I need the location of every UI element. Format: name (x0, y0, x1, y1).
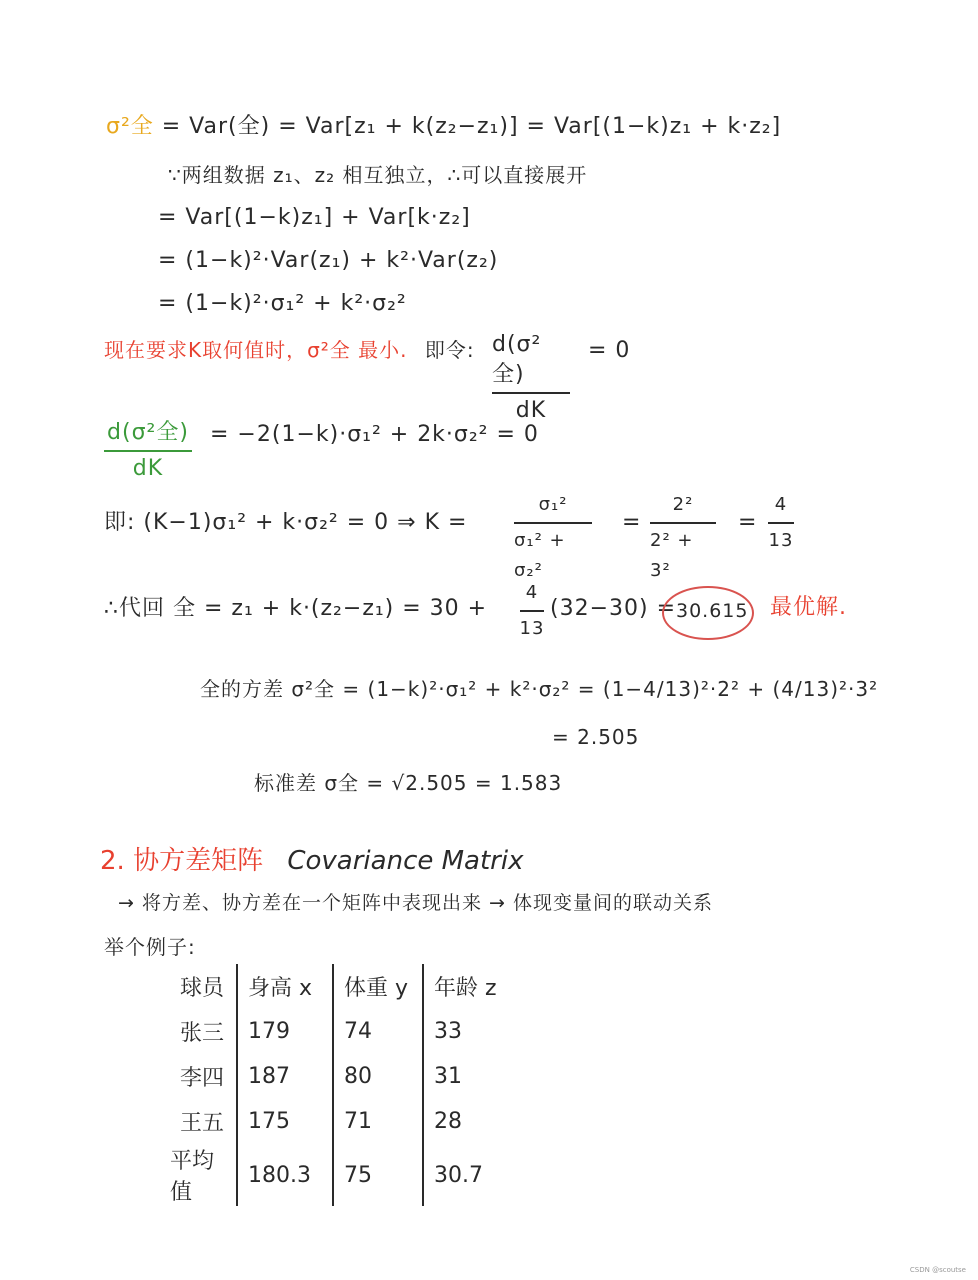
fraction-bar (492, 392, 570, 394)
sigma-total-squared: σ²全 (106, 114, 154, 139)
derivative-eq-zero: = 0 (588, 338, 631, 363)
derivative-fraction-1-num: d(σ²全) (492, 332, 542, 387)
k-fraction-1-den: σ₁² + σ₂² (514, 530, 566, 581)
table-cell: 31 (423, 1054, 514, 1099)
derivative-fraction-1 (492, 330, 570, 426)
std-dev-line: 标准差 σ全 = √2.505 = 1.583 (254, 771, 563, 795)
substitute-fraction-num: 4 (525, 582, 539, 603)
derivative-fraction-2 (104, 418, 192, 484)
k-fraction-2-den: 2² + 3² (650, 530, 694, 581)
table-cell: 李四 (180, 1066, 225, 1091)
table-cell: 75 (333, 1144, 423, 1206)
section-2-heading (100, 844, 523, 878)
table-cell: 71 (333, 1099, 423, 1144)
derivative-expansion: = −2(1−k)·σ₁² + 2k·σ₂² = 0 (210, 422, 539, 447)
substitute-fraction (520, 578, 544, 644)
section-2-title-cn: 协方差矩阵 (133, 846, 264, 876)
covariance-note: → 将方差、协方差在一个矩阵中表现出来 → 体现变量间的联动关系 (118, 892, 713, 914)
substitute-line: ∴代回 全 = z₁ + k·(z₂−z₁) = 30 + (104, 596, 488, 621)
fraction-bar (514, 522, 592, 524)
section-2-title-en: Covariance Matrix (287, 846, 524, 876)
section-2-number: 2. (100, 846, 125, 876)
table-row (170, 1144, 514, 1206)
player-data-table (170, 964, 514, 1206)
table-header: 球员 (180, 976, 225, 1001)
minimize-question-red: 现在要求K取何值时，σ²全 最小. (104, 338, 408, 362)
fraction-bar (768, 522, 794, 524)
k-fraction-2-num: 2² (672, 494, 694, 515)
k-equals-2: = (738, 510, 758, 535)
solve-k-line: 即: (K−1)σ₁² + k·σ₂² = 0 ⇒ K = (104, 510, 468, 535)
substitute-fraction-den: 13 (519, 618, 545, 639)
table-cell: 28 (423, 1099, 514, 1144)
table-row (170, 1054, 514, 1099)
table-header-row (170, 964, 514, 1009)
derivative-fraction-1-den: dK (515, 398, 547, 423)
optimal-label: 最优解. (770, 595, 847, 620)
equation-line-1-text: = Var(全) = Var[z₁ + k(z₂−z₁)] = Var[(1−k)z₁ + k·z₂] (153, 114, 782, 139)
independence-note: ∵两组数据 z₁、z₂ 相互独立，∴可以直接展开 (168, 163, 588, 187)
equation-line-1 (106, 112, 781, 142)
k-fraction-3-den: 13 (768, 530, 794, 551)
fraction-bar (104, 450, 192, 452)
fraction-bar (520, 610, 544, 612)
variance-result: = 2.505 (552, 725, 640, 749)
optimal-result: 30.615 (676, 600, 749, 622)
derivative-fraction-2-den: dK (132, 456, 164, 481)
k-equals-1: = (622, 510, 642, 535)
let-label: 即令: (424, 338, 475, 362)
k-fraction-3-num: 4 (774, 494, 788, 515)
footer-watermark: CSDN @scoutse (909, 1266, 966, 1274)
table-cell: 30.7 (423, 1144, 514, 1206)
table-row (170, 1099, 514, 1144)
table-cell: 179 (237, 1009, 333, 1054)
equation-line-4: = (1−k)²·Var(z₁) + k²·Var(z₂) (158, 248, 499, 273)
fraction-bar (650, 522, 716, 524)
k-fraction-1 (514, 490, 592, 586)
example-label: 举个例子: (104, 935, 196, 959)
equation-line-5: = (1−k)²·σ₁² + k²·σ₂² (158, 291, 407, 316)
table-cell: 187 (237, 1054, 333, 1099)
table-cell: 张三 (180, 1021, 225, 1046)
k-fraction-1-num: σ₁² (538, 494, 568, 515)
k-fraction-3 (768, 490, 794, 556)
table-cell: 80 (333, 1054, 423, 1099)
table-header: 体重 y (333, 964, 423, 1009)
k-fraction-2 (650, 490, 716, 586)
table-cell: 180.3 (237, 1144, 333, 1206)
equation-line-3: = Var[(1−k)z₁] + Var[k·z₂] (158, 205, 471, 230)
substitute-line-rest: (32−30) = (550, 596, 677, 621)
minimize-question (104, 335, 475, 365)
derivative-fraction-2-num: d(σ²全) (107, 420, 189, 445)
table-cell: 175 (237, 1099, 333, 1144)
variance-line: 全的方差 σ²全 = (1−k)²·σ₁² + k²·σ₂² = (1−4/13)²·2² + (4/13)²·3² (200, 677, 879, 701)
table-row (170, 1009, 514, 1054)
table-cell: 74 (333, 1009, 423, 1054)
table-header: 年龄 z (423, 964, 514, 1009)
table-cell: 33 (423, 1009, 514, 1054)
table-cell: 王五 (180, 1111, 225, 1136)
table-cell: 平均值 (170, 1149, 215, 1205)
table-header: 身高 x (237, 964, 333, 1009)
